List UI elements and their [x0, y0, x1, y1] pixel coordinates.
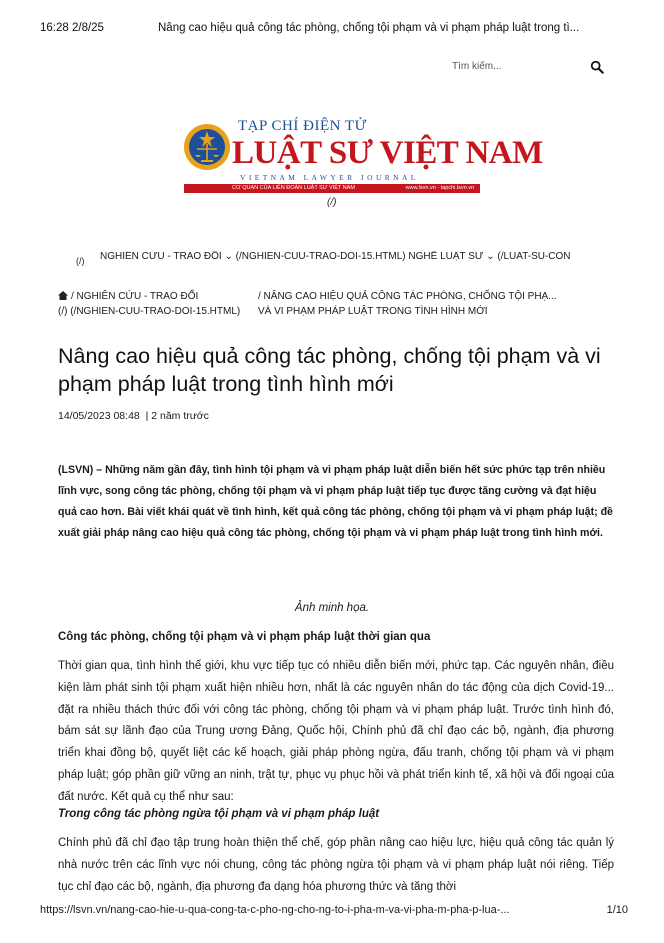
- article-ago: 2 năm trước: [151, 410, 209, 422]
- breadcrumb-current-line2: VÀ VI PHẠM PHÁP LUẬT TRONG TÌNH HÌNH MỚI: [258, 306, 488, 317]
- article-meta: [58, 410, 209, 422]
- main-nav: [60, 251, 620, 269]
- article-paragraph-2: Chính phủ đã chỉ đạo tập trung hoàn thiện thể chế, góp phần nâng cao hiệu lực, hiệu quả công tác quản lý nhà nước trên các lĩnh vực nói chung, công tác phòng ngừa tội phạm và vi phạm pháp luật nói riêng. Tiếp tục chỉ đạo các bộ, ngành, địa phương đa dạng hóa phương thức và tăng thời: [58, 837, 614, 893]
- site-logo[interactable]: [180, 118, 543, 194]
- logo-line3: VIETNAM LAWYER JOURNAL: [240, 173, 419, 182]
- article-date: 14/05/2023 08:48: [58, 410, 140, 422]
- nav-home-link[interactable]: (/): [76, 256, 85, 266]
- breadcrumb-category[interactable]: [58, 289, 254, 319]
- logo-bar: [184, 184, 480, 193]
- logo-line2: LUẬT SƯ VIỆT NAM: [232, 135, 543, 171]
- search-icon[interactable]: [590, 60, 604, 74]
- home-icon[interactable]: [58, 291, 68, 300]
- breadcrumb-current: [258, 289, 618, 319]
- print-page-title: Nâng cao hiệu quả công tác phòng, chống tội phạm và vi phạm pháp luật trong tì...: [158, 22, 580, 34]
- section-heading: Công tác phòng, chống tội phạm và vi phạm pháp luật thời gian qua: [58, 631, 431, 643]
- image-caption: Ảnh minh họa.: [294, 602, 370, 614]
- logo-bar-right: www.lsvn.vn · tapchi.lsvn.vn: [405, 185, 474, 191]
- meta-separator: |: [142, 410, 152, 422]
- logo-line1: TẠP CHÍ ĐIỆN TỬ: [238, 118, 367, 134]
- lawyer-emblem-icon: [182, 122, 232, 172]
- nav-items[interactable]: NGHIÊN CỨU - TRAO ĐỔI ⌄ (/NGHIEN-CUU-TRAO-DOI-15.HTML) NGHỀ LUẬT SƯ ⌄ (/LUAT-SU-CON: [100, 251, 571, 262]
- article-paragraph-1: Thời gian qua, tình hình thế giới, khu vực tiếp tục có nhiều diễn biến mới, phức tạp. Các nguyên nhân, điều kiện làm phát sinh tội phạm xuất hiện nhiều hơn, nhất là các nguyên nhân do tác động của dịch Covid-19... đặt ra nhiều thách thức đối với công tác phòng, chống tội phạm và vi phạm pháp luật. Trước tình hình đó, bám sát sự lãnh đạo của Trung ương Đảng, Quốc hội, Chính phủ đã chỉ đạo các bộ, ngành, địa phương triển khai đồng bộ, quyết liệt các kế hoạch, giải pháp phòng ngừa, đấu tranh, chống tội phạm và vi phạm pháp luật; góp phần giữ vững an ninh, trật tự, phục vụ phục hồi và phát triển kinh tế, xã hội và đối ngoại của đất nước. Kết quả cụ thể như sau:: [58, 660, 614, 803]
- print-url: https://lsvn.vn/nang-cao-hie-u-qua-cong-ta-c-pho-ng-cho-ng-to-i-pha-m-va-vi-pha-m-pha-p-lua-...: [40, 904, 510, 916]
- breadcrumb-category-label[interactable]: / NGHIÊN CỨU - TRAO ĐỔI: [71, 291, 199, 302]
- article-title: Nâng cao hiệu quả công tác phòng, chống tội phạm và vi phạm pháp luật trong tình hình mới: [58, 344, 601, 396]
- breadcrumb-category-url[interactable]: (/) (/NGHIEN-CUU-TRAO-DOI-15.HTML): [58, 306, 241, 317]
- logo-link[interactable]: (/): [327, 197, 337, 208]
- search-box[interactable]: [444, 56, 610, 78]
- search-input[interactable]: Tìm kiếm...: [452, 61, 502, 72]
- article-lead: (LSVN) – Những năm gần đây, tình hình tội phạm và vi phạm pháp luật diễn biến hết sức phức tạp trên nhiều lĩnh vực, song công tác phòng, chống tội phạm và vi phạm pháp luật tiếp tục được tăng cường và đạt hiệu quả cao hơn. Bài viết khái quát về tình hình, kết quả công tác phòng, chống tội phạm và vi phạm pháp luật; đề xuất giải pháp nâng cao hiệu quả công tác phòng, chống tội phạm và vi phạm pháp luật trong tình hình mới.: [58, 464, 613, 539]
- print-datetime: 16:28 2/8/25: [40, 22, 104, 34]
- sub-heading: Trong công tác phòng ngừa tội phạm và vi phạm pháp luật: [58, 808, 380, 820]
- breadcrumb-current-line1: / NÂNG CAO HIỆU QUẢ CÔNG TÁC PHÒNG, CHỐNG TỘI PHẠ...: [258, 291, 557, 302]
- page-number: 1/10: [606, 904, 628, 916]
- logo-bar-left: CƠ QUAN CỦA LIÊN ĐOÀN LUẬT SƯ VIỆT NAM: [232, 185, 355, 191]
